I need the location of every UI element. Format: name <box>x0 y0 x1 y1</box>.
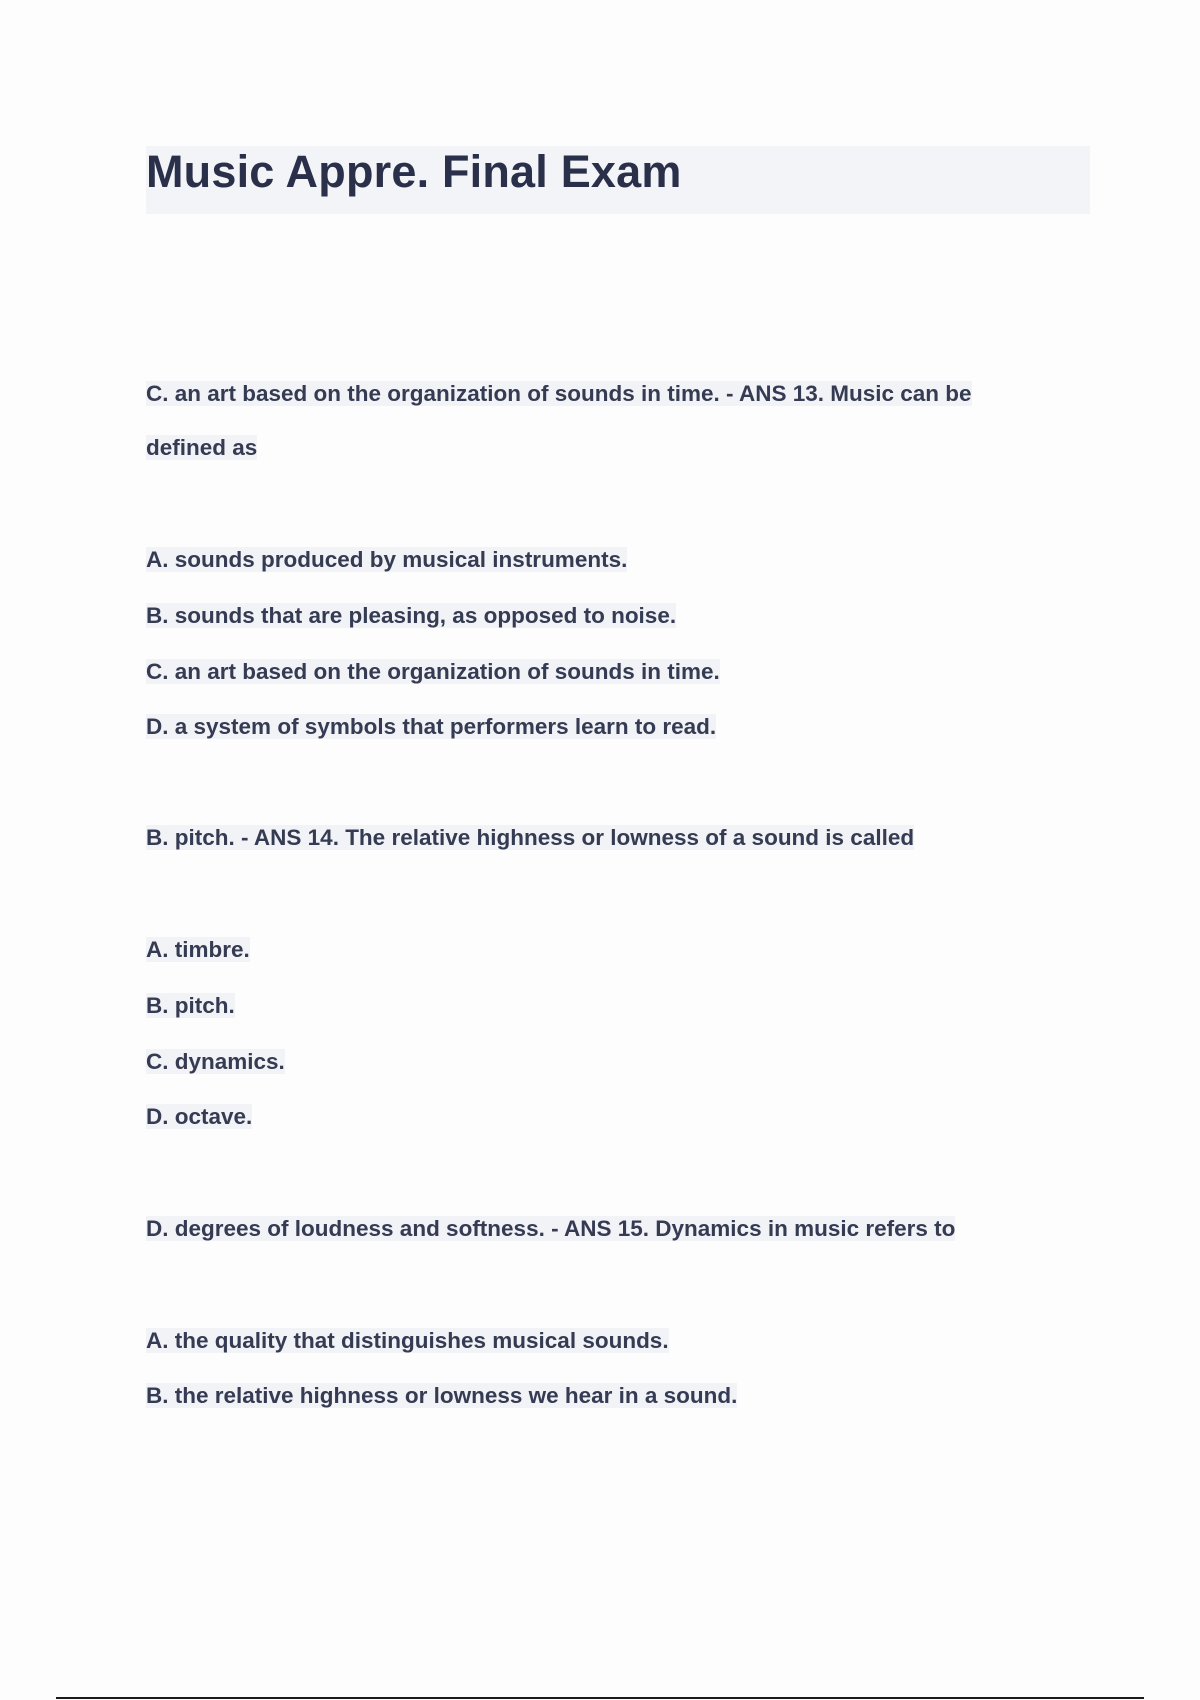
question-15-option-b: B. the relative highness or lowness we hear in a sound. <box>146 1383 738 1408</box>
question-14-option-b: B. pitch. <box>146 993 235 1018</box>
question-13-answer-line-continued <box>146 433 257 463</box>
question-13-answer-text: C. an art based on the organization of sounds in time. - ANS 13. Music can be <box>146 381 972 406</box>
question-14-option-a: A. timbre. <box>146 937 250 962</box>
question-13-option-c: C. an art based on the organization of sounds in time. <box>146 659 720 684</box>
question-13-answer-text-continued: defined as <box>146 435 258 460</box>
question-14-option-d: D. octave. <box>146 1104 253 1129</box>
question-13-option-b: B. sounds that are pleasing, as opposed to noise. <box>146 603 677 628</box>
footer-divider <box>56 1697 1144 1699</box>
question-13-answer-line <box>146 379 972 409</box>
question-14-answer-text: B. pitch. - ANS 14. The relative highness or lowness of a sound is called <box>146 825 915 850</box>
page-title: Music Appre. Final Exam <box>146 146 682 197</box>
question-13-option-d: D. a system of symbols that performers learn to read. <box>146 714 717 739</box>
question-15-option-a: A. the quality that distinguishes musical sounds. <box>146 1328 669 1353</box>
question-14-option-c: C. dynamics. <box>146 1049 285 1074</box>
question-15-answer-text: D. degrees of loudness and softness. - ANS 15. Dynamics in music refers to <box>146 1216 956 1241</box>
question-13-option-a: A. sounds produced by musical instruments. <box>146 547 628 572</box>
question-14-answer-line <box>146 823 914 853</box>
question-15-answer-line <box>146 1214 955 1244</box>
